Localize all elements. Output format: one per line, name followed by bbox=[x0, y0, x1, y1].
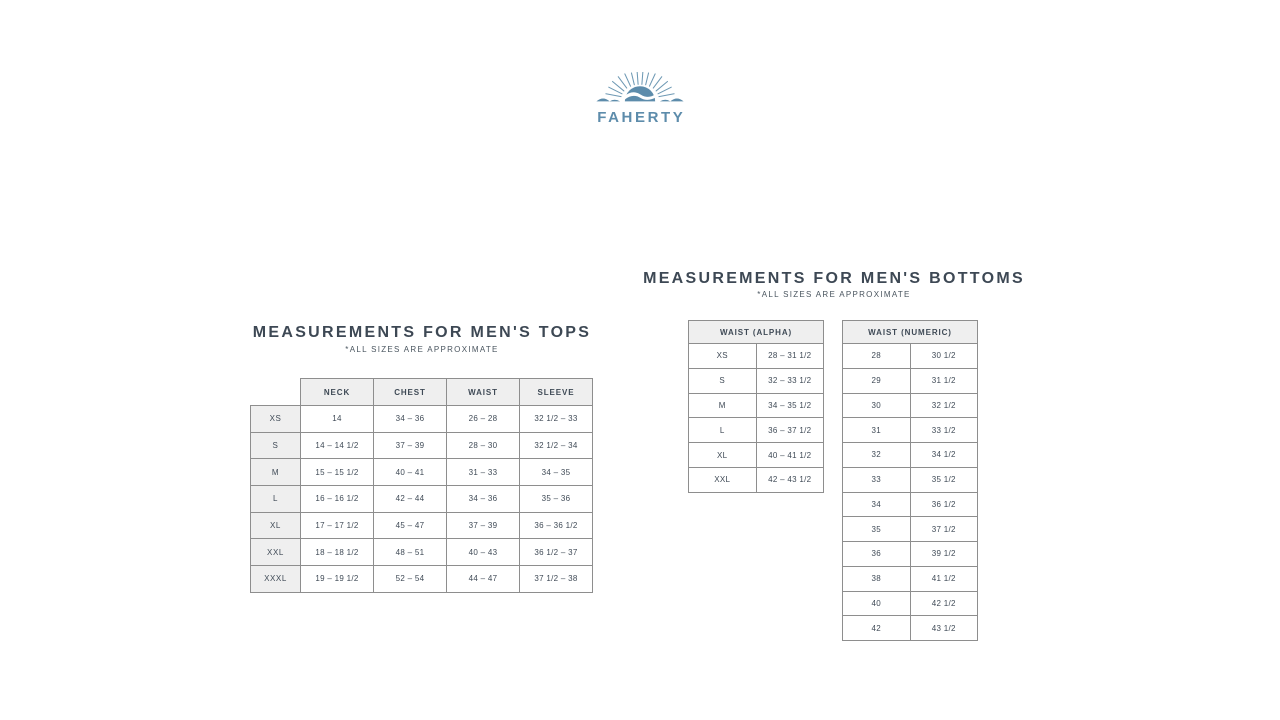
column-header-sleeve: SLEEVE bbox=[520, 379, 593, 406]
size-label: 32 bbox=[843, 443, 911, 468]
size-label: XXXL bbox=[251, 566, 301, 593]
table-row bbox=[843, 542, 978, 567]
measurement-cell: 18 – 18 1/2 bbox=[301, 539, 374, 566]
table-row bbox=[251, 539, 593, 566]
size-label: 40 bbox=[843, 591, 911, 616]
table-row bbox=[843, 616, 978, 641]
column-header-chest: CHEST bbox=[374, 379, 447, 406]
table-row bbox=[843, 393, 978, 418]
measurement-cell: 32 – 33 1/2 bbox=[756, 368, 824, 393]
size-label: L bbox=[689, 418, 757, 443]
waist-alpha-table bbox=[688, 320, 824, 493]
tops-section-subtitle: *ALL SIZES ARE APPROXIMATE bbox=[345, 345, 499, 354]
size-label: XS bbox=[689, 344, 757, 369]
size-label: S bbox=[689, 368, 757, 393]
measurement-cell: 41 1/2 bbox=[910, 566, 978, 591]
measurement-cell: 34 – 36 bbox=[374, 406, 447, 433]
measurement-cell: 30 1/2 bbox=[910, 344, 978, 369]
measurement-cell: 37 – 39 bbox=[374, 432, 447, 459]
size-label: M bbox=[251, 459, 301, 486]
measurement-cell: 14 bbox=[301, 406, 374, 433]
measurement-cell: 32 1/2 – 33 bbox=[520, 406, 593, 433]
size-label: 36 bbox=[843, 542, 911, 567]
measurement-cell: 16 – 16 1/2 bbox=[301, 486, 374, 513]
tops-size-table bbox=[250, 378, 593, 593]
size-label: XL bbox=[251, 512, 301, 539]
measurement-cell: 33 1/2 bbox=[910, 418, 978, 443]
numeric-header-row bbox=[843, 321, 978, 344]
measurement-cell: 14 – 14 1/2 bbox=[301, 432, 374, 459]
measurement-cell: 37 1/2 bbox=[910, 517, 978, 542]
tops-section-title: MEASUREMENTS FOR MEN'S TOPS bbox=[252, 324, 592, 341]
tops-header-row bbox=[251, 379, 593, 406]
table-row bbox=[689, 467, 824, 492]
measurement-cell: 40 – 43 bbox=[447, 539, 520, 566]
measurement-cell: 28 – 31 1/2 bbox=[756, 344, 824, 369]
size-label: M bbox=[689, 393, 757, 418]
table-row bbox=[689, 443, 824, 468]
measurement-cell: 40 – 41 bbox=[374, 459, 447, 486]
measurement-cell: 40 – 41 1/2 bbox=[756, 443, 824, 468]
column-header-waist: WAIST bbox=[447, 379, 520, 406]
table-row bbox=[843, 467, 978, 492]
table-row bbox=[251, 432, 593, 459]
table-row bbox=[843, 492, 978, 517]
table-row bbox=[689, 393, 824, 418]
table-row bbox=[843, 344, 978, 369]
size-label: S bbox=[251, 432, 301, 459]
measurement-cell: 48 – 51 bbox=[374, 539, 447, 566]
measurement-cell: 36 – 37 1/2 bbox=[756, 418, 824, 443]
size-label: 38 bbox=[843, 566, 911, 591]
measurement-cell: 34 – 35 bbox=[520, 459, 593, 486]
measurement-cell: 45 – 47 bbox=[374, 512, 447, 539]
size-label: 33 bbox=[843, 467, 911, 492]
measurement-cell: 15 – 15 1/2 bbox=[301, 459, 374, 486]
table-row bbox=[689, 344, 824, 369]
measurement-cell: 31 – 33 bbox=[447, 459, 520, 486]
size-label: 31 bbox=[843, 418, 911, 443]
size-label: 34 bbox=[843, 492, 911, 517]
table-row bbox=[689, 368, 824, 393]
table-row bbox=[843, 517, 978, 542]
measurement-cell: 31 1/2 bbox=[910, 368, 978, 393]
measurement-cell: 44 – 47 bbox=[447, 566, 520, 593]
measurement-cell: 34 – 36 bbox=[447, 486, 520, 513]
table-row bbox=[843, 368, 978, 393]
table-row bbox=[843, 566, 978, 591]
measurement-cell: 35 – 36 bbox=[520, 486, 593, 513]
measurement-cell: 43 1/2 bbox=[910, 616, 978, 641]
alpha-header-row bbox=[689, 321, 824, 344]
brand-wordmark: FAHERTY bbox=[597, 109, 686, 126]
measurement-cell: 36 – 36 1/2 bbox=[520, 512, 593, 539]
measurement-cell: 42 – 44 bbox=[374, 486, 447, 513]
measurement-cell: 28 – 30 bbox=[447, 432, 520, 459]
size-label: 28 bbox=[843, 344, 911, 369]
size-label: XL bbox=[689, 443, 757, 468]
size-label: 29 bbox=[843, 368, 911, 393]
measurement-cell: 42 – 43 1/2 bbox=[756, 467, 824, 492]
measurement-cell: 26 – 28 bbox=[447, 406, 520, 433]
brand-logo bbox=[580, 72, 700, 126]
table-row bbox=[251, 459, 593, 486]
measurement-cell: 32 1/2 – 34 bbox=[520, 432, 593, 459]
table-row bbox=[251, 406, 593, 433]
table-row bbox=[689, 418, 824, 443]
measurement-cell: 39 1/2 bbox=[910, 542, 978, 567]
measurement-cell: 35 1/2 bbox=[910, 467, 978, 492]
measurement-cell: 37 – 39 bbox=[447, 512, 520, 539]
table-row bbox=[251, 566, 593, 593]
size-label: XS bbox=[251, 406, 301, 433]
measurement-cell: 52 – 54 bbox=[374, 566, 447, 593]
column-header-waist-alpha: WAIST (ALPHA) bbox=[689, 321, 824, 344]
measurement-cell: 17 – 17 1/2 bbox=[301, 512, 374, 539]
waist-numeric-table bbox=[842, 320, 978, 641]
size-label: L bbox=[251, 486, 301, 513]
column-header-waist-numeric: WAIST (NUMERIC) bbox=[843, 321, 978, 344]
size-label: 30 bbox=[843, 393, 911, 418]
bottoms-section-subtitle: *ALL SIZES ARE APPROXIMATE bbox=[757, 290, 911, 299]
sunrise-waves-icon bbox=[592, 72, 688, 108]
measurement-cell: 36 1/2 bbox=[910, 492, 978, 517]
measurement-cell: 19 – 19 1/2 bbox=[301, 566, 374, 593]
measurement-cell: 34 1/2 bbox=[910, 443, 978, 468]
measurement-cell: 36 1/2 – 37 bbox=[520, 539, 593, 566]
size-label: XXL bbox=[251, 539, 301, 566]
size-label: 35 bbox=[843, 517, 911, 542]
table-row bbox=[843, 418, 978, 443]
size-label: XXL bbox=[689, 467, 757, 492]
bottoms-section-title: MEASUREMENTS FOR MEN'S BOTTOMS bbox=[643, 270, 1025, 287]
measurement-cell: 37 1/2 – 38 bbox=[520, 566, 593, 593]
size-label: 42 bbox=[843, 616, 911, 641]
table-row bbox=[843, 443, 978, 468]
corner-cell bbox=[251, 379, 301, 406]
measurement-cell: 42 1/2 bbox=[910, 591, 978, 616]
table-row bbox=[843, 591, 978, 616]
table-row bbox=[251, 512, 593, 539]
table-row bbox=[251, 486, 593, 513]
column-header-neck: NECK bbox=[301, 379, 374, 406]
measurement-cell: 34 – 35 1/2 bbox=[756, 393, 824, 418]
measurement-cell: 32 1/2 bbox=[910, 393, 978, 418]
